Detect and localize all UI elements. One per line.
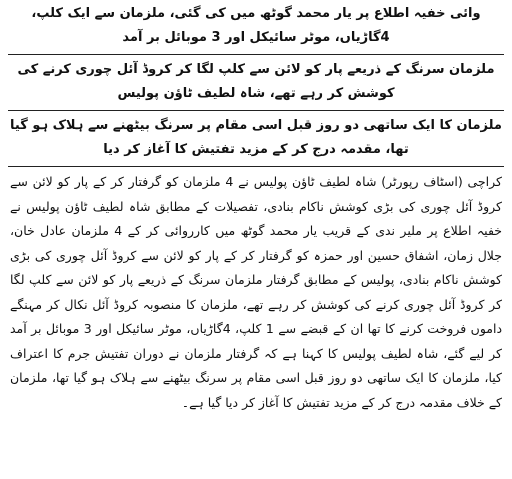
divider-rule — [8, 166, 504, 167]
divider-rule — [8, 54, 504, 55]
headline-2: ملزمان سرنگ کے ذریعے پار کو لائن سے کلپ لگا کر کروڈ آئل چوری کرنے کی کوشش کر رہے تھے، شاہ لطیف ٹاؤن پولیس — [17, 62, 495, 101]
headline-1: وائی خفیہ اطلاع پر یار محمد گوٹھ میں کی گئی، ملزمان سے ایک کلپ، 4گاڑیاں، موٹر سائیکل اور 3 موبائل بر آمد — [31, 6, 481, 45]
headline-3: ملزمان کا ایک ساتھی دو روز قبل اسی مقام پر سرنگ بیٹھنے سے ہلاک ہو گیا تھا، مقدمہ درج کر کے مزید تفتیش کا آغاز کر دیا — [10, 118, 502, 157]
divider-rule — [8, 110, 504, 111]
article-body: کراچی (اسٹاف رپورٹر) شاہ لطیف ٹاؤن پولیس نے 4 ملزمان کو گرفتار کر کے پار کو لائن سے کروڈ آئل چوری کی بڑی کوشش ناکام بنادی، تفصیلات کے مطابق شاہ لطیف ٹاؤن پولیس نے خفیہ اطلاع پر ملیر ندی کے قریب یار محمد گوٹھ میں کارروائی کر کے 4 ملزمان عادل خان، جلال زمان، اشفاق حسین اور حمزہ کو گرفتار کر کے پار کو لائن سے کروڈ آئل چوری کی بڑی کوشش ناکام بنادی، پولیس کے مطابق گرفتار ملزمان سرنگ کے ذریعے پار کو لائن سے کلپ لگا کر کروڈ آئل چوری کرنے کی کوشش کر رہے تھے، ملزمان کا منصوبہ کروڈ آئل نکال کر مہنگے داموں فروخت کرنے کا تھا ان کے قبضے سے 1 کلپ، 4گاڑیاں، موٹر سائیکل اور 3 موبائل بر آمد کر لیے گئے، شاہ لطیف پولیس کا کہنا ہے کہ گرفتار ملزمان نے دوران تفتیش جرم کا اعتراف کیا، ملزمان کا ایک ساتھی دو روز قبل اسی مقام پر سرنگ بیٹھنے سے ہلاک ہو گیا تھا، ملزمان کے خلاف مقدمہ درج کر کے مزید تفتیش کا آغاز کر دیا گیا ہے۔ — [10, 174, 503, 410]
